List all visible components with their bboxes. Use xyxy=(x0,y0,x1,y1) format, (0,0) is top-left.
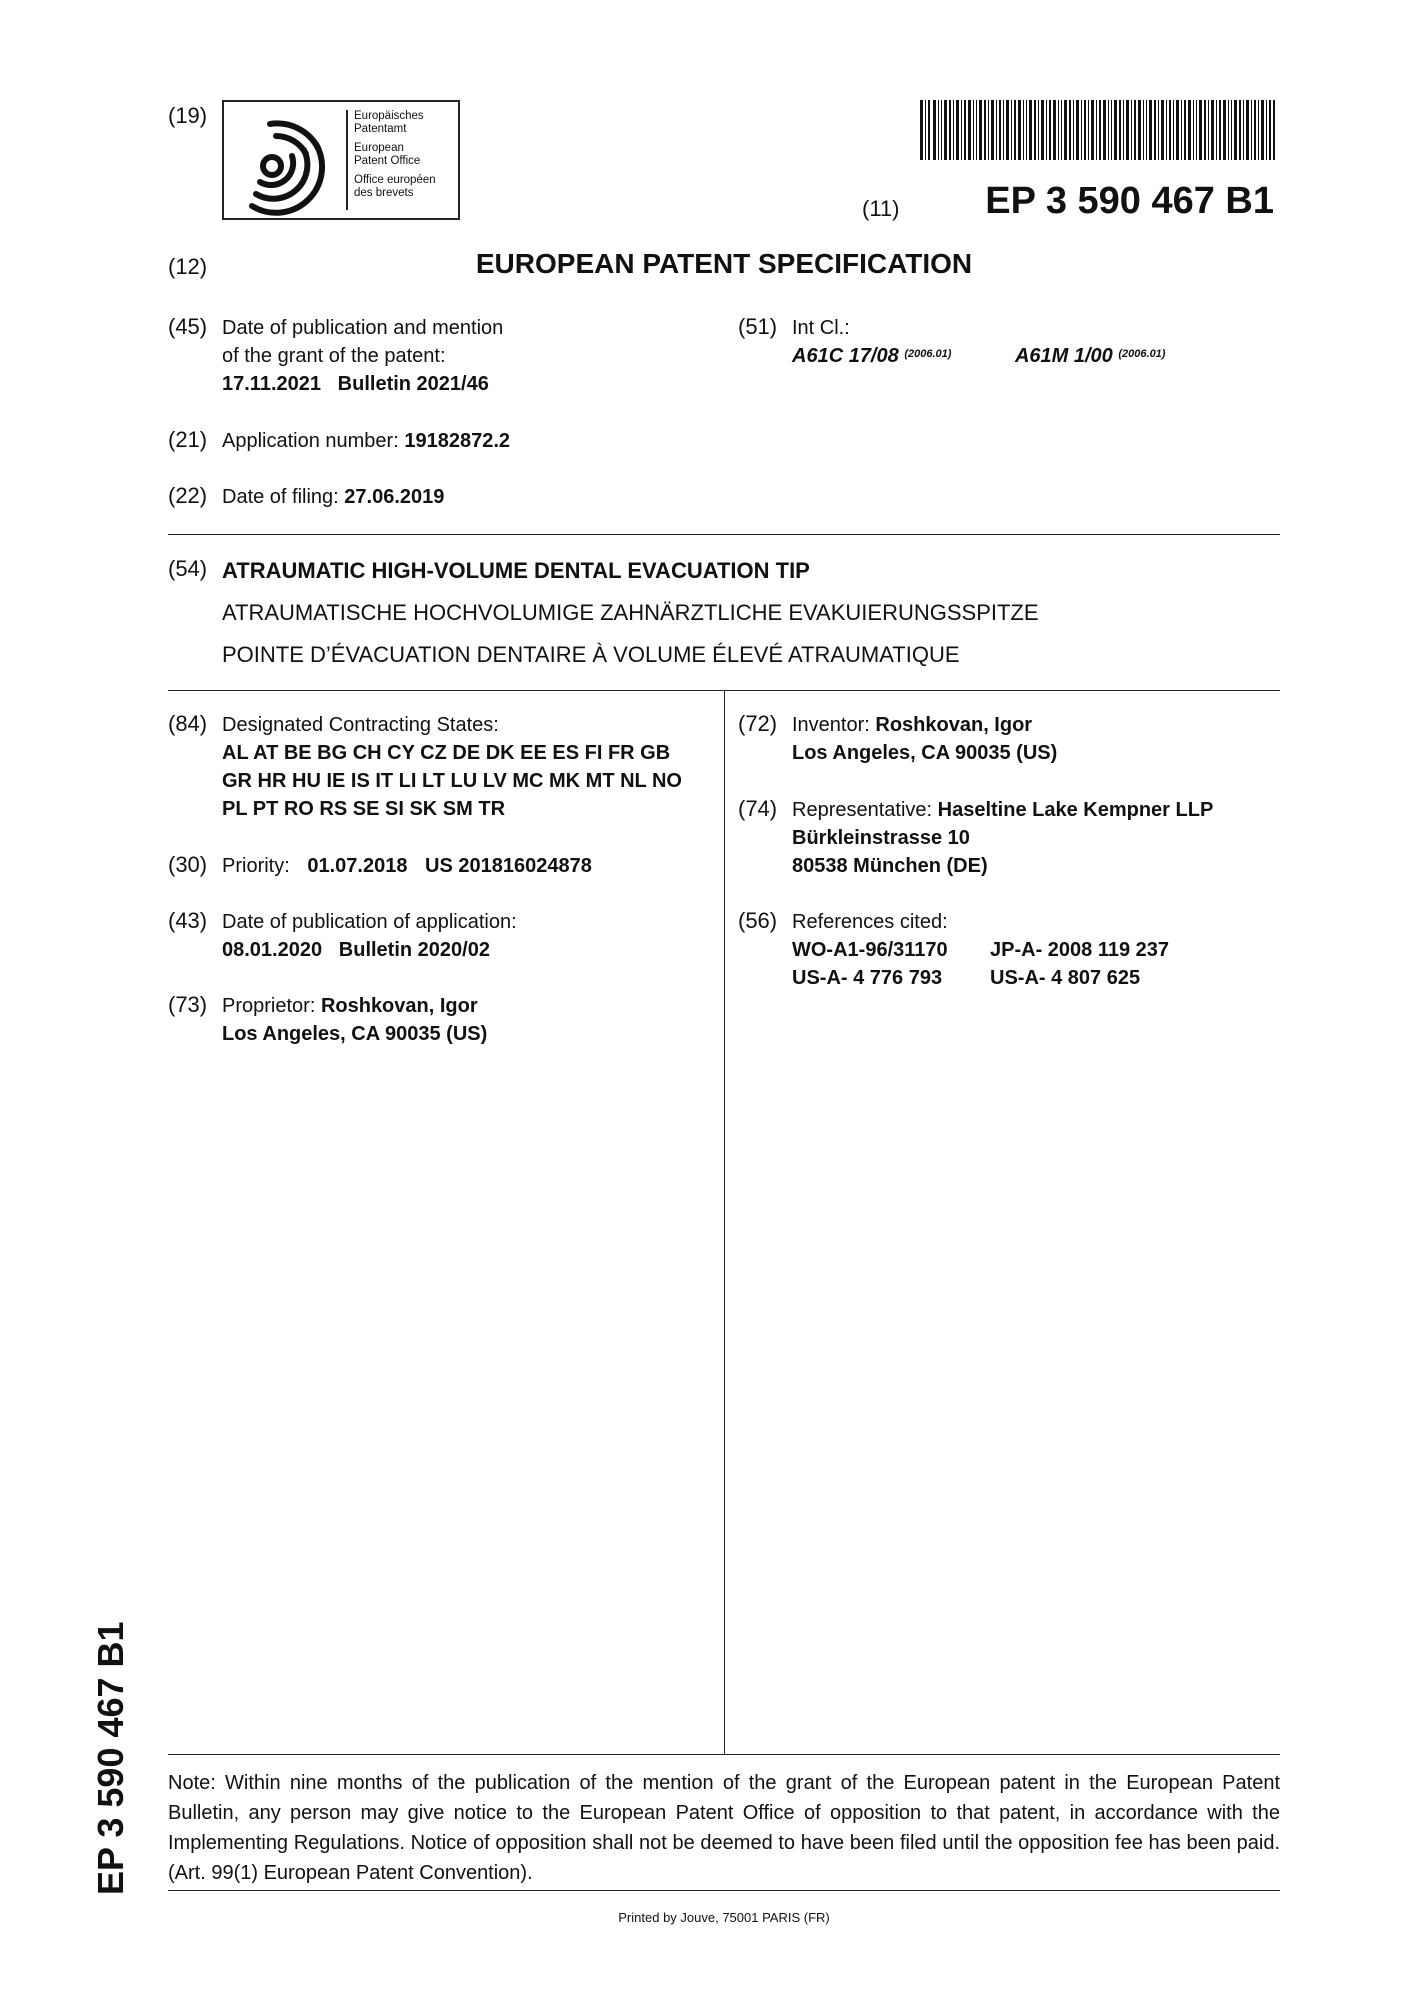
inid-code-45: (45) xyxy=(168,314,208,339)
int-cl-label: Int Cl.: xyxy=(792,317,850,339)
grant-bulletin: Bulletin 2021/46 xyxy=(337,373,489,395)
reference-3: US-A- 4 776 793 xyxy=(792,967,943,989)
divider-4 xyxy=(168,1890,1280,1891)
title-fr: POINTE D’ÉVACUATION DENTAIRE À VOLUME ÉLEVÉ ATRAUMATIQUE xyxy=(222,642,960,667)
field-74 xyxy=(792,796,1213,880)
office-name-fr-1: Office européen xyxy=(354,174,436,186)
inid-code-56: (56) xyxy=(738,908,778,933)
field-72 xyxy=(792,711,1057,767)
inid-code-72: (72) xyxy=(738,711,778,736)
epo-emblem-icon xyxy=(230,104,330,216)
application-number-label: Application number: xyxy=(222,430,399,452)
proprietor-label: Proprietor: xyxy=(222,995,316,1017)
representative-label: Representative: xyxy=(792,799,933,821)
designated-states-line-2: GR HR HU IE IS IT LI LT LU LV MC MK MT NL NO xyxy=(222,770,682,792)
inid-code-51: (51) xyxy=(738,314,778,339)
field-73 xyxy=(222,992,487,1048)
publication-number: EP 3 590 467 B1 xyxy=(985,180,1274,222)
priority-date: 01.07.2018 xyxy=(307,855,408,877)
filing-date: 27.06.2019 xyxy=(344,486,445,508)
title-en: ATRAUMATIC HIGH-VOLUME DENTAL EVACUATION TIP xyxy=(222,558,810,583)
priority-number: US 201816024878 xyxy=(425,855,592,877)
epo-logo xyxy=(222,100,460,220)
printer-footer: Printed by Jouve, 75001 PARIS (FR) xyxy=(618,1910,830,1925)
office-name-en-1: European xyxy=(354,142,404,154)
reference-2: JP-A- 2008 119 237 xyxy=(990,939,1170,961)
inid-code-43: (43) xyxy=(168,908,208,933)
proprietor-name: Roshkovan, Igor xyxy=(320,995,478,1017)
inid-code-19: (19) xyxy=(168,103,208,128)
inventor-name: Roshkovan, Igor xyxy=(875,714,1033,736)
designated-states-line-3: PL PT RO RS SE SI SK SM TR xyxy=(222,798,506,820)
field-30 xyxy=(222,852,592,880)
office-name-de-1: Europäisches xyxy=(354,110,424,122)
application-publication-date: 08.01.2020 xyxy=(222,939,323,961)
inid-code-21: (21) xyxy=(168,427,208,452)
title-de: ATRAUMATISCHE HOCHVOLUMIGE ZAHNÄRZTLICHE EVAKUIERUNGSSPITZE xyxy=(222,600,1039,625)
application-publication-label: Date of publication of application: xyxy=(222,911,517,933)
field-22 xyxy=(222,483,444,511)
designated-states-label: Designated Contracting States: xyxy=(222,714,499,736)
field-51 xyxy=(792,314,1165,370)
office-name-en-2: Patent Office xyxy=(354,155,421,167)
inid-code-84: (84) xyxy=(168,711,208,736)
grant-date: 17.11.2021 xyxy=(222,373,321,395)
inid-code-22: (22) xyxy=(168,483,208,508)
inid-code-11: (11) xyxy=(862,196,900,221)
field-54 xyxy=(222,556,1039,670)
inventor-label: Inventor: xyxy=(792,714,870,736)
references-label: References cited: xyxy=(792,911,948,933)
inid-code-12: (12) xyxy=(168,254,208,279)
office-name-de-2: Patentamt xyxy=(354,123,407,135)
ipc-class-2: A61M 1/00 xyxy=(1014,345,1113,367)
grant-date-label-2: of the grant of the patent: xyxy=(222,345,446,367)
opposition-note: Note: Within nine months of the publication of the mention of the grant of the European patent in the European Patent Bulletin, any person may give notice to the European Patent Office of opposition to that patent, in accordance with the Implementing Regulations. Notice of opposition shall not be deemed to have been filed until the opposition fee has been paid. (Art. 99(1) European Patent Convention). xyxy=(168,1772,1280,1884)
office-name-fr-2: des brevets xyxy=(354,187,414,199)
ipc-class-1: A61C 17/08 xyxy=(792,345,899,367)
inid-code-30: (30) xyxy=(168,852,208,877)
side-publication-number: EP 3 590 467 B1 xyxy=(90,1621,131,1895)
proprietor-address: Los Angeles, CA 90035 (US) xyxy=(222,1023,488,1045)
application-publication-bulletin: Bulletin 2020/02 xyxy=(338,939,490,961)
field-45 xyxy=(222,314,503,398)
field-43 xyxy=(222,908,517,964)
column-divider xyxy=(724,690,725,1754)
divider-1 xyxy=(168,534,1280,535)
reference-1: WO-A1-96/31170 xyxy=(792,939,948,961)
filing-date-label: Date of filing: xyxy=(222,486,339,508)
field-21 xyxy=(222,427,510,455)
designated-states-line-1: AL AT BE BG CH CY CZ DE DK EE ES FI FR GB xyxy=(222,742,671,764)
inventor-address: Los Angeles, CA 90035 (US) xyxy=(792,742,1058,764)
priority-label: Priority: xyxy=(222,855,290,877)
ipc-class-1-year: (2006.01) xyxy=(904,348,952,360)
field-84 xyxy=(222,711,682,823)
document-title: EUROPEAN PATENT SPECIFICATION xyxy=(475,248,973,279)
ipc-class-2-year: (2006.01) xyxy=(1118,348,1166,360)
representative-name: Haseltine Lake Kempner LLP xyxy=(937,799,1214,821)
representative-city: 80538 München (DE) xyxy=(792,855,988,877)
field-56 xyxy=(792,908,1169,992)
application-number: 19182872.2 xyxy=(404,430,511,452)
barcode xyxy=(920,100,1275,160)
representative-street: Bürkleinstrasse 10 xyxy=(792,827,970,849)
inid-code-73: (73) xyxy=(168,992,208,1017)
divider-3 xyxy=(168,1754,1280,1755)
grant-date-label-1: Date of publication and mention xyxy=(222,317,504,339)
inid-code-54: (54) xyxy=(168,556,208,581)
inid-code-74: (74) xyxy=(738,796,778,821)
reference-4: US-A- 4 807 625 xyxy=(990,967,1141,989)
